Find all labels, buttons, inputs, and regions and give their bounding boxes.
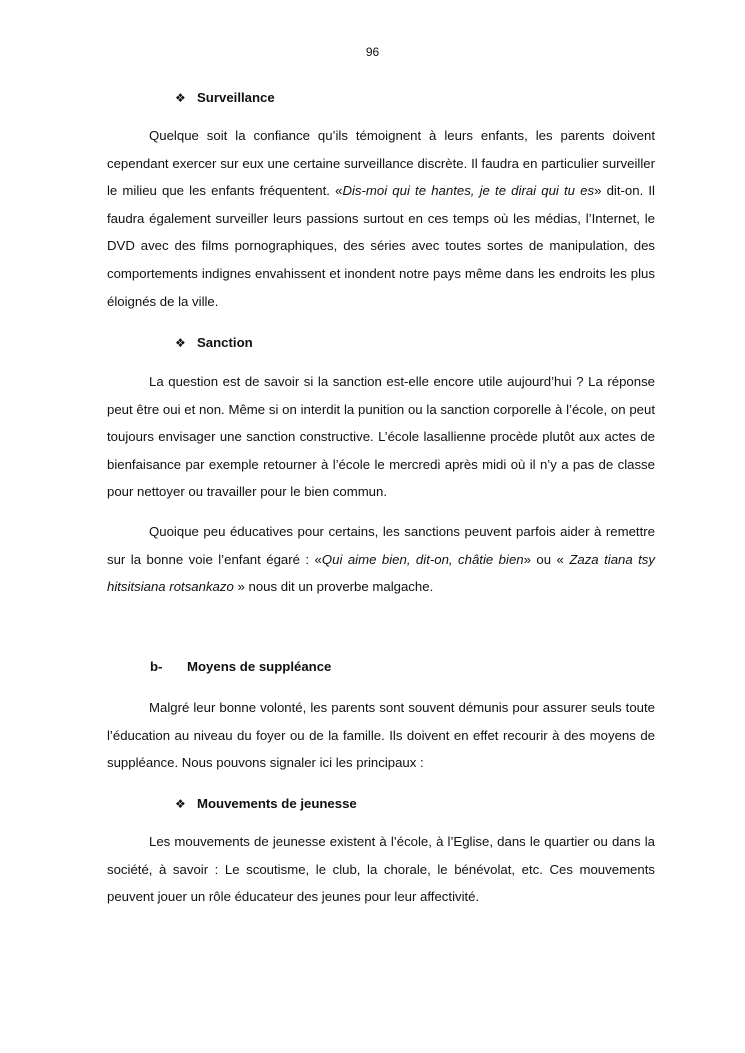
page-number: 96: [365, 45, 380, 59]
diamond-bullet-icon: ❖: [175, 91, 186, 105]
paragraph-sanction-1: La question est de savoir si la sanction est-elle encore utile aujourd’hui ? La réponse peut être oui et non. Même si on interdit la punition ou la sanction corporelle à l’école, on peut toujours envisager une sanction constructive. L’école lasallienne procède plutôt aux actes de bienfaisance par exemple retourner à l’école le mercredi après midi où il n’y a pas de classe pour nettoyer ou travailler pour le bien commun.: [107, 374, 655, 500]
quote-dis-moi: Dis-moi qui te hantes, je te dirai qui tu es: [342, 183, 595, 199]
paragraph-surveillance-text-b: » dit-on. Il faudra également surveiller leurs passions surtout en ces temps où les médias, l’Internet, le DVD avec des films pornographiques, des séries avec toutes sortes de manipulation, des comportements indignes envahissent et inondent notre pays même dans les endroits les plus éloignés de la ville.: [107, 183, 655, 309]
paragraph-surveillance: [107, 122, 655, 315]
paragraph-mouvements: Les mouvements de jeunesse existent à l’école, à l’Eglise, dans le quartier ou dans la société, à savoir : Le scoutisme, le club, la chorale, le bénévolat, etc. Ces mouvements peuvent jouer un rôle éducateur des jeunes pour leur affectivité.: [107, 834, 655, 905]
paragraph-sanction-2: [107, 518, 655, 601]
paragraph-sanction-2-text-b: » ou «: [523, 551, 570, 567]
heading-moyens-de-suppleance: [150, 659, 331, 674]
quote-qui-aime-bien: Qui aime bien, dit-on, châtie bien: [321, 551, 524, 567]
heading-surveillance-label: Surveillance: [197, 90, 275, 105]
heading-mouvements-label: Mouvements de jeunesse: [197, 796, 357, 811]
heading-sanction-label: Sanction: [197, 335, 253, 350]
heading-moyens-prefix: b-: [150, 659, 163, 674]
heading-moyens-label: Moyens de suppléance: [187, 659, 332, 674]
quote-malagasy-proverb: Zaza tiana tsy hitsitsiana rotsankazo: [107, 551, 655, 595]
paragraph-sanction-2-text-c: » nous dit un proverbe malgache.: [233, 579, 434, 595]
paragraph-moyens: Malgré leur bonne volonté, les parents sont souvent démunis pour assurer seuls toute l’éducation au niveau du foyer ou de la famille. Ils doivent en effet recourir à des moyens de suppléance. Nous pouvons signaler ici les principaux :: [107, 700, 655, 771]
heading-surveillance: [175, 90, 275, 105]
heading-mouvements-de-jeunesse: [175, 796, 357, 811]
paragraph-surveillance-text-a: Quelque soit la confiance qu’ils témoignent à leurs enfants, les parents doivent cependant exercer sur eux une certaine surveillance discrète. Il faudra en particulier surveiller le milieu que les enfants fréquentent. «: [107, 128, 655, 199]
heading-sanction: [175, 335, 253, 350]
paragraph-sanction-2-text-a: Quoique peu éducatives pour certains, les sanctions peuvent parfois aider à remettre sur la bonne voie l’enfant égaré : «: [107, 524, 655, 567]
diamond-bullet-icon: ❖: [175, 336, 186, 350]
diamond-bullet-icon: ❖: [175, 797, 186, 811]
